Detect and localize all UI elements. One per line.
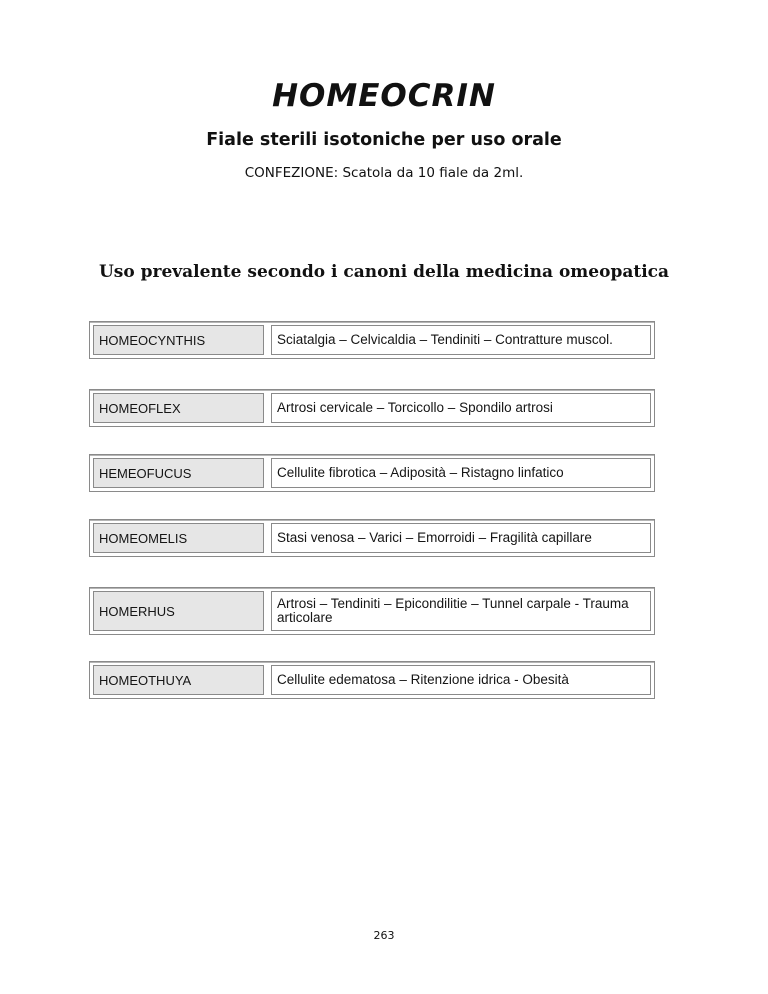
product-name: HEMEOFUCUS <box>93 458 264 488</box>
product-row <box>89 587 655 635</box>
packaging-info: CONFEZIONE: Scatola da 10 fiale da 2ml. <box>244 165 524 181</box>
product-subtitle: Fiale sterili isotoniche per uso orale <box>206 130 562 150</box>
product-description: Artrosi – Tendiniti – Epicondilitie – Tunnel carpale - Trauma articolare <box>271 591 651 631</box>
product-line-title: HOMEOCRIN <box>272 78 496 114</box>
product-row <box>89 321 655 359</box>
product-description: Cellulite edematosa – Ritenzione idrica - Obesità <box>271 665 651 695</box>
product-description: Artrosi cervicale – Torcicollo – Spondilo artrosi <box>271 393 651 423</box>
product-description: Stasi venosa – Varici – Emorroidi – Fragilità capillare <box>271 523 651 553</box>
product-row <box>89 661 655 699</box>
product-row <box>89 454 655 492</box>
section-heading: Uso prevalente secondo i canoni della medicina omeopatica <box>98 262 670 282</box>
product-row <box>89 389 655 427</box>
product-description: Cellulite fibrotica – Adiposità – Ristagno linfatico <box>271 458 651 488</box>
product-description: Sciatalgia – Celvicaldia – Tendiniti – Contratture muscol. <box>271 325 651 355</box>
product-row <box>89 519 655 557</box>
product-name: HOMEOTHUYA <box>93 665 264 695</box>
product-name: HOMEOFLEX <box>93 393 264 423</box>
product-name: HOMEOMELIS <box>93 523 264 553</box>
product-name: HOMERHUS <box>93 591 264 631</box>
product-name: HOMEOCYNTHIS <box>93 325 264 355</box>
page-number: 263 <box>373 929 395 942</box>
